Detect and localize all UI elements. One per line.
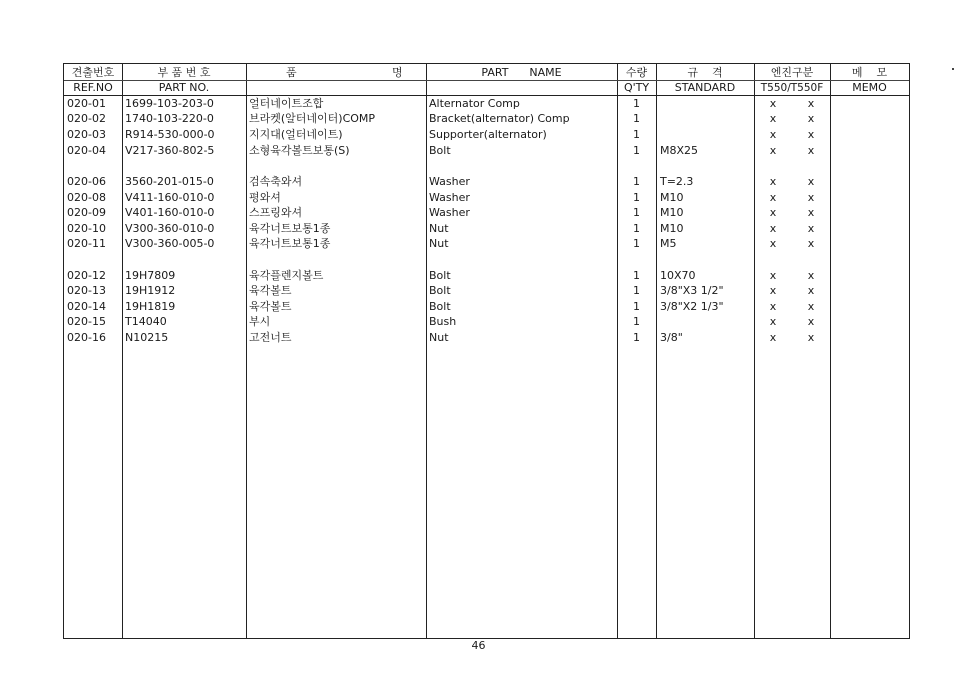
- part-no: V300-360-010-0: [125, 222, 215, 235]
- t550-mark: x: [769, 128, 777, 141]
- standard: M5: [660, 237, 677, 250]
- quantity: 1: [633, 331, 640, 344]
- standard: M10: [660, 191, 684, 204]
- t550-mark: x: [769, 331, 777, 344]
- part-no: V401-160-010-0: [125, 206, 215, 219]
- t550-mark: x: [769, 222, 777, 235]
- t550-mark: x: [769, 300, 777, 313]
- korean-name: 얼터네이트조합: [249, 97, 324, 110]
- t550f-mark: x: [807, 112, 815, 125]
- quantity: 1: [633, 144, 640, 157]
- header-name-ko-2: 명: [392, 66, 403, 79]
- korean-name: 고전너트: [249, 331, 292, 344]
- standard: 3/8"X2 1/3": [660, 300, 724, 313]
- t550f-mark: x: [807, 206, 815, 219]
- t550f-mark: x: [807, 269, 815, 282]
- korean-name: 평와셔: [249, 191, 281, 204]
- part-no: 19H7809: [125, 269, 176, 282]
- t550f-mark: x: [807, 128, 815, 141]
- header-std-ko: 규 격: [687, 66, 723, 79]
- part-no: V411-160-010-0: [125, 191, 215, 204]
- part-no: V217-360-802-5: [125, 144, 215, 157]
- t550f-mark: x: [807, 191, 815, 204]
- ref-no: 020-10: [67, 222, 106, 235]
- quantity: 1: [633, 97, 640, 110]
- part-name: Bolt: [429, 284, 451, 297]
- ref-no: 020-16: [67, 331, 106, 344]
- t550f-mark: x: [807, 331, 815, 344]
- quantity: 1: [633, 112, 640, 125]
- t550-mark: x: [769, 237, 777, 250]
- standard: M8X25: [660, 144, 699, 157]
- t550-mark: x: [769, 175, 777, 188]
- t550-mark: x: [769, 97, 777, 110]
- t550-mark: x: [769, 206, 777, 219]
- part-no: 1740-103-220-0: [125, 112, 214, 125]
- t550f-mark: x: [807, 97, 815, 110]
- korean-name: 스프링와셔: [249, 206, 303, 219]
- quantity: 1: [633, 175, 640, 188]
- col-divider: [656, 64, 657, 638]
- header-part-name: PART NAME: [481, 66, 562, 79]
- korean-name: 브라켓(알터네이터)COMP: [249, 112, 376, 125]
- korean-name: 육각볼트: [249, 300, 292, 313]
- part-name: Supporter(alternator): [429, 128, 547, 141]
- t550f-mark: x: [807, 284, 815, 297]
- quantity: 1: [633, 237, 640, 250]
- part-no: R914-530-000-0: [125, 128, 215, 141]
- page-number: 46: [471, 639, 486, 652]
- ref-no: 020-11: [67, 237, 106, 250]
- ref-no: 020-15: [67, 315, 106, 328]
- header-part-ko: 부 품 번 호: [157, 66, 211, 79]
- quantity: 1: [633, 315, 640, 328]
- standard: 3/8": [660, 331, 683, 344]
- header-part-en: PART NO.: [158, 81, 210, 94]
- part-name: Bolt: [429, 269, 451, 282]
- korean-name: 부시: [249, 315, 271, 328]
- ref-no: 020-08: [67, 191, 106, 204]
- col-divider: [246, 64, 247, 638]
- part-name: Nut: [429, 331, 449, 344]
- korean-name: 검속축와셔: [249, 175, 303, 188]
- part-no: N10215: [125, 331, 169, 344]
- part-no: 3560-201-015-0: [125, 175, 214, 188]
- part-name: Bracket(alternator) Comp: [429, 112, 570, 125]
- header-engine-en: T550/T550F: [760, 82, 824, 94]
- header-std-en: STANDARD: [674, 81, 736, 94]
- part-name: Bush: [429, 315, 457, 328]
- part-name: Washer: [429, 206, 470, 219]
- ref-no: 020-09: [67, 206, 106, 219]
- part-no: V300-360-005-0: [125, 237, 215, 250]
- ref-no: 020-06: [67, 175, 106, 188]
- t550f-mark: x: [807, 222, 815, 235]
- t550-mark: x: [769, 284, 777, 297]
- quantity: 1: [633, 191, 640, 204]
- quantity: 1: [633, 300, 640, 313]
- t550-mark: x: [769, 112, 777, 125]
- t550f-mark: x: [807, 175, 815, 188]
- standard: M10: [660, 222, 684, 235]
- header-memo-ko: 메 모: [851, 66, 888, 79]
- ref-no: 020-02: [67, 112, 106, 125]
- header-memo-en: MEMO: [852, 81, 887, 94]
- part-name: Bolt: [429, 300, 451, 313]
- part-name: Nut: [429, 222, 449, 235]
- part-no: 19H1912: [125, 284, 176, 297]
- quantity: 1: [633, 128, 640, 141]
- ref-no: 020-01: [67, 97, 106, 110]
- ref-no: 020-03: [67, 128, 106, 141]
- part-name: Bolt: [429, 144, 451, 157]
- korean-name: 지지대(얼터네이트): [249, 128, 343, 141]
- quantity: 1: [633, 269, 640, 282]
- header-engine-ko: 엔진구분: [770, 66, 814, 79]
- korean-name: 육각너트보통1종: [249, 237, 331, 250]
- part-no: T14040: [125, 315, 167, 328]
- header-ref-en: REF.NO: [73, 81, 113, 94]
- t550-mark: x: [769, 144, 777, 157]
- part-name: Washer: [429, 175, 470, 188]
- col-divider: [830, 64, 831, 638]
- korean-name: 소형육각볼트보통(S): [249, 144, 350, 157]
- standard: 3/8"X3 1/2": [660, 284, 724, 297]
- scan-mark: [952, 68, 954, 70]
- ref-no: 020-04: [67, 144, 106, 157]
- header-name-ko-1: 품: [286, 66, 297, 79]
- header-qty-ko: 수량: [625, 66, 648, 79]
- part-name: Nut: [429, 237, 449, 250]
- part-no: 1699-103-203-0: [125, 97, 214, 110]
- quantity: 1: [633, 206, 640, 219]
- col-divider: [122, 64, 123, 638]
- quantity: 1: [633, 284, 640, 297]
- t550-mark: x: [769, 315, 777, 328]
- t550f-mark: x: [807, 300, 815, 313]
- col-divider: [426, 64, 427, 638]
- t550f-mark: x: [807, 237, 815, 250]
- ref-no: 020-13: [67, 284, 106, 297]
- header-ref-ko: 견출번호: [71, 66, 115, 79]
- t550f-mark: x: [807, 315, 815, 328]
- standard: 10X70: [660, 269, 696, 282]
- korean-name: 육각플렌지볼트: [249, 269, 324, 282]
- header-qty-en: Q'TY: [623, 81, 650, 94]
- standard: T=2.3: [660, 175, 694, 188]
- t550f-mark: x: [807, 144, 815, 157]
- part-no: 19H1819: [125, 300, 176, 313]
- ref-no: 020-14: [67, 300, 106, 313]
- t550-mark: x: [769, 269, 777, 282]
- standard: M10: [660, 206, 684, 219]
- part-name: Alternator Comp: [429, 97, 520, 110]
- korean-name: 육각볼트: [249, 284, 292, 297]
- part-name: Washer: [429, 191, 470, 204]
- parts-table: [63, 63, 910, 639]
- t550-mark: x: [769, 191, 777, 204]
- korean-name: 육각너트보통1종: [249, 222, 331, 235]
- ref-no: 020-12: [67, 269, 106, 282]
- quantity: 1: [633, 222, 640, 235]
